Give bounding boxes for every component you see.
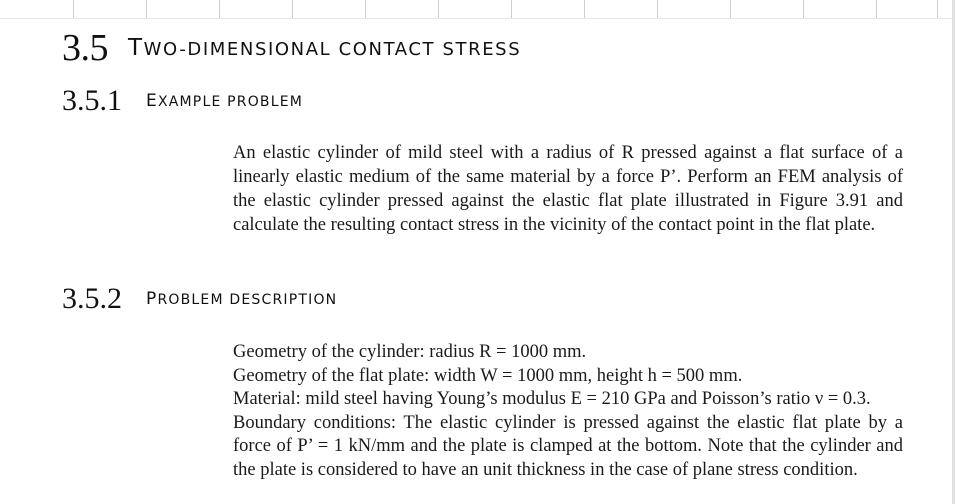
material-line: Material: mild steel having Young’s modulus E = 210 GPa and Poisson’s ratio ν = 0.3. [233, 389, 871, 409]
section-number: 3.5 [62, 27, 108, 69]
cylinder-geometry-line: Geometry of the cylinder: radius R = 1000 mm. [233, 342, 587, 362]
ruler-baseline [0, 18, 955, 19]
ruler-tick [365, 0, 366, 18]
boundary-conditions-paragraph: Boundary conditions: The elastic cylinder is pressed against the elastic flat plate by a force of P’ = 1 kN/mm and the plate is clamped at the bottom. Note that the cylinder and the plate is considered to have an unit thickness in the case of plane stress condition. [233, 412, 903, 480]
ruler-tick [876, 0, 877, 18]
subsection-heading-description [62, 282, 337, 316]
subsection-number: 3.5.2 [62, 282, 122, 315]
subsection-title: PROBLEM DESCRIPTION [146, 289, 338, 309]
ruler-tick [511, 0, 512, 18]
plate-geometry-line: Geometry of the flat plate: width W = 1000 mm, height h = 500 mm. [233, 365, 743, 386]
subsection-title: EXAMPLE PROBLEM [146, 91, 304, 111]
ruler-tick [146, 0, 147, 18]
subsection-heading-example [62, 84, 303, 118]
ruler-tick [584, 0, 585, 18]
ruler-tick [937, 0, 938, 18]
section-heading [62, 26, 521, 70]
subsection-number: 3.5.1 [62, 84, 122, 117]
ruler-tick [803, 0, 804, 18]
problem-description [233, 341, 903, 482]
ruler-tick [438, 0, 439, 18]
ruler-tick [73, 0, 74, 18]
top-ruler [0, 0, 955, 18]
ruler-tick [292, 0, 293, 18]
example-paragraph: An elastic cylinder of mild steel with a radius of R pressed against a flat surface of a linearly elastic medium of the same material by a force P’. Perform an FEM analysis of the elastic cylinder pressed against the elastic flat plate illustrated in Figure 3.91 and calculate the resulting contact stress in the vicinity of the contact point in the flat plate. [233, 143, 903, 235]
ruler-tick [730, 0, 731, 18]
section-title: TWO-DIMENSIONAL CONTACT STRESS [128, 35, 522, 61]
ruler-tick [657, 0, 658, 18]
ruler-tick [219, 0, 220, 18]
